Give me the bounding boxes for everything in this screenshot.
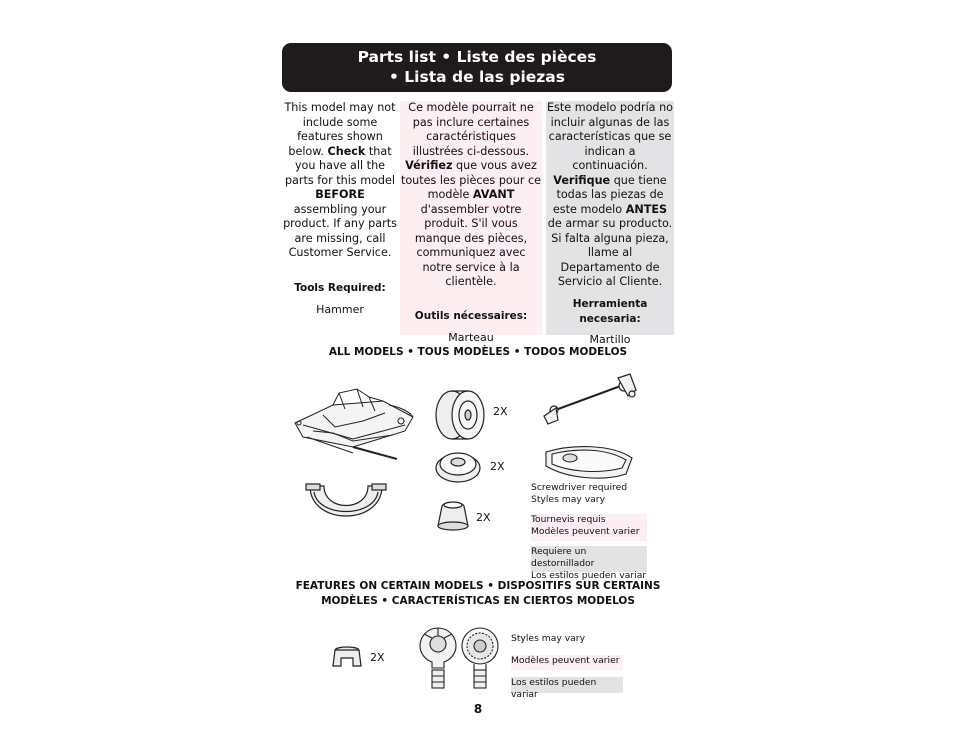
feature-note-fr: Modèles peuvent varier (511, 655, 623, 670)
cap-illustration (434, 448, 482, 484)
tools-heading-es: Herramienta necesaria: (572, 297, 648, 325)
intro-text-es: Este modelo podría no incluir algunas de las características que se indican a continuación. Verifique que tiene todas las piezas de este modelo ANTES de armar su producto. Si falta alguna pieza, llame al Departamento de Servicio al Cliente. (546, 101, 674, 288)
cap-quantity: 2X (490, 460, 505, 473)
title-line-1: Parts list • Liste des pièces (357, 48, 597, 66)
wheel-quantity: 2X (493, 405, 508, 418)
intro-text-fr: Ce modèle pourrait ne pas inclure certaines caractéristiques illustrées ci-dessous. Vérifiez que vous avez toutes les pièces pour ce modèle AVANT d'assembler votre produit. S'il vous manque des pièces, communiquez avec notre service à la clientèle. (400, 101, 542, 288)
title-line-2: • Lista de las piezas (388, 68, 565, 86)
tray-illustration (542, 442, 636, 482)
tools-heading-fr: Outils nécessaires: (414, 309, 528, 322)
foot-quantity: 2X (476, 511, 491, 524)
tray-note-es: Requiere un destornillador Los estilos pueden variar (531, 546, 647, 581)
feature-note-en: Styles may vary (511, 633, 586, 644)
seat-frame-illustration (293, 385, 423, 460)
wheel-illustration (434, 390, 488, 440)
intro-column-en (283, 101, 397, 335)
title-banner (282, 43, 672, 92)
axle-rod-illustration (540, 372, 640, 424)
page-number: 8 (473, 702, 483, 716)
toy-hubs-illustration (418, 624, 500, 694)
tray-note-en: Screwdriver required Styles may vary (531, 482, 628, 505)
intro-column-es (546, 101, 674, 346)
all-models-heading: ALL MODELS • TOUS MODÈLES • TODOS MODELOS (328, 346, 628, 358)
tool-value-es: Martillo (589, 332, 631, 346)
tool-value-en: Hammer (316, 303, 364, 316)
foot-illustration (436, 500, 470, 532)
clip-illustration (331, 644, 363, 668)
tray-note-fr: Tournevis requis Modèles peuvent varier (531, 514, 647, 541)
intro-column-fr (400, 101, 542, 344)
feature-note-es: Los estilos pueden variar (511, 677, 623, 693)
intro-text-en: This model may not include some features shown below. Check that you have all the parts for this model BEFORE assembling your product. If any parts are missing, call Customer Service. (283, 101, 397, 259)
tools-heading-en: Tools Required: (294, 281, 386, 294)
tool-value-fr: Marteau (448, 331, 494, 344)
features-heading: FEATURES ON CERTAIN MODELS • DISPOSITIFS SUR CERTAINS MODÈLES • CARACTERÍSTICAS EN CIERTOS MODELOS (295, 580, 661, 607)
tray-bumper-illustration (304, 482, 388, 528)
clip-quantity: 2X (370, 651, 385, 664)
